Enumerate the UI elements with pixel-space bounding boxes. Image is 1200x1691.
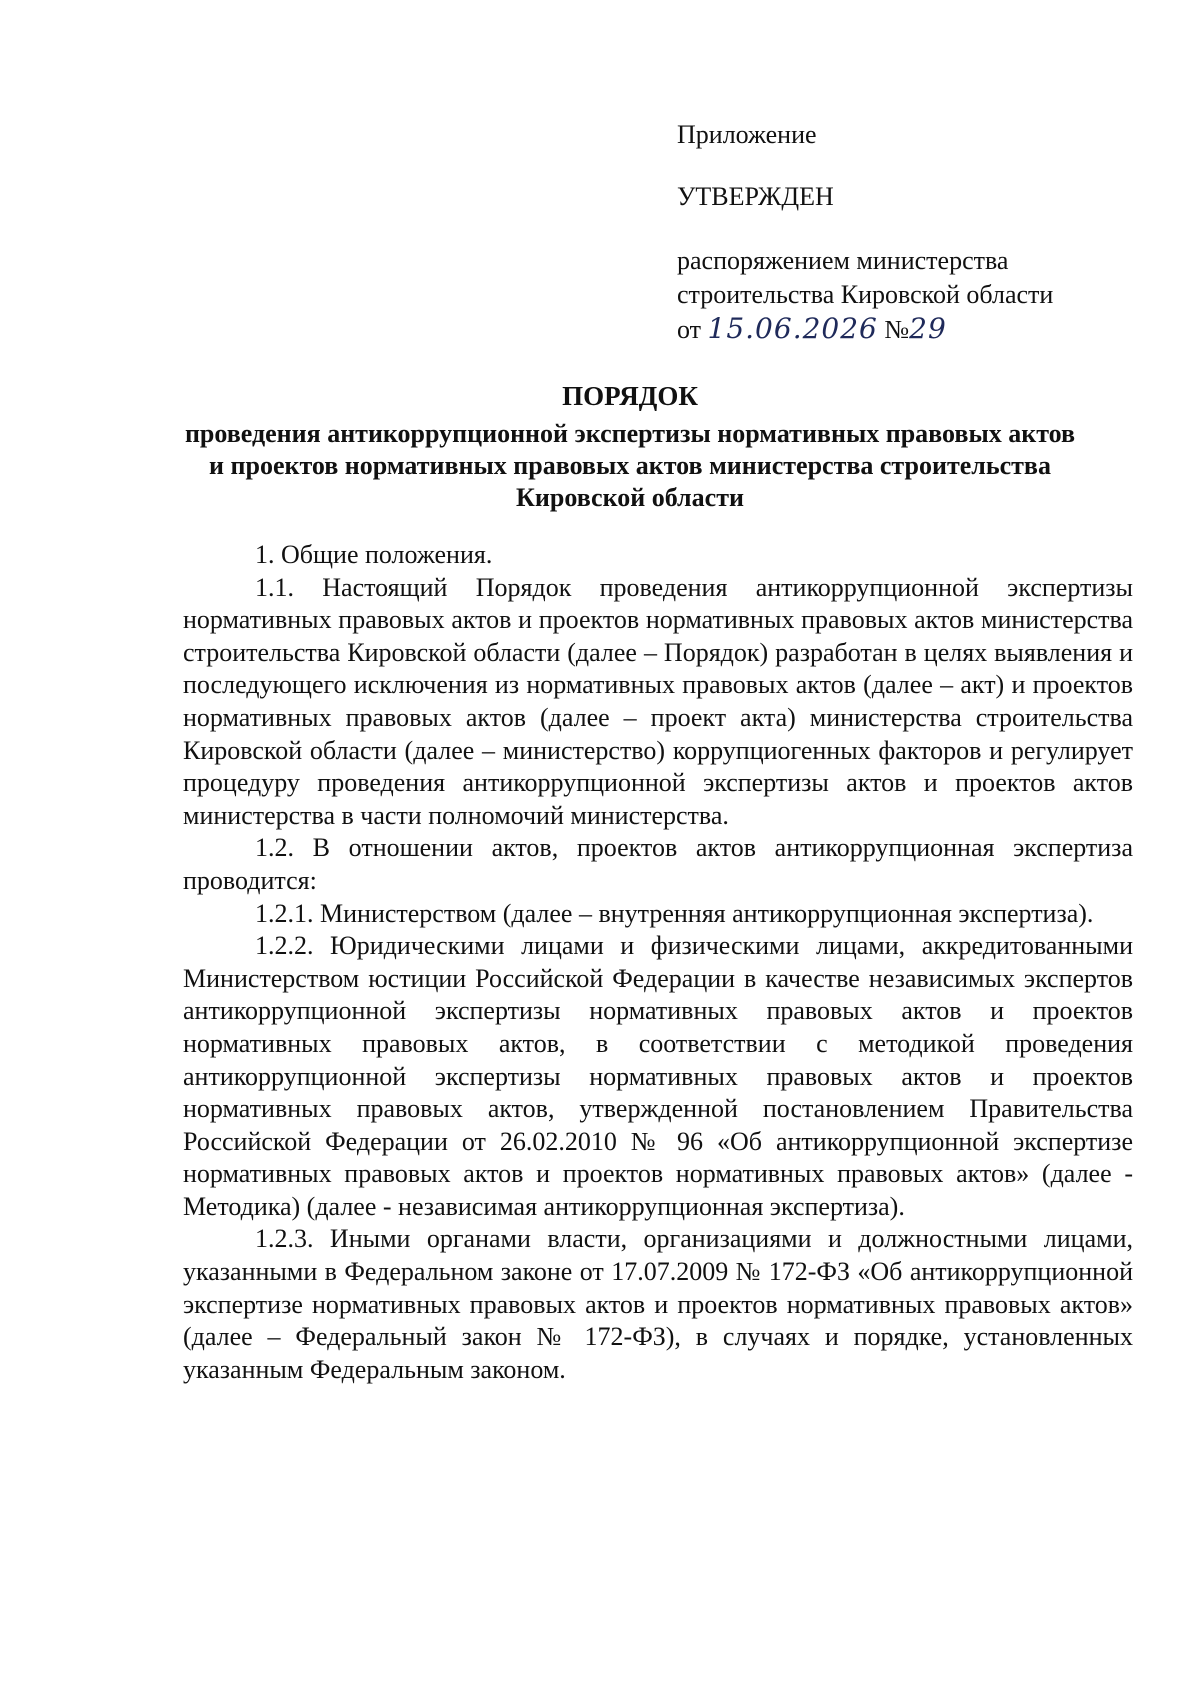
number-prefix: № <box>884 315 910 344</box>
approved-by-line-1: распоряжением министерства <box>677 246 1009 275</box>
document-title <box>180 380 1080 514</box>
paragraph-1-2-1: 1.2.1. Министерством (далее – внутренняя антикоррупционная экспертиза). <box>255 898 1094 928</box>
paragraph-1-1: 1.1. Настоящий Порядок проведения антикоррупционной экспертизы нормативных правовых актов и проектов нормативных правовых актов министерства строительства Кировской области (далее – Порядок) разработан в целях выявления и последующего исключения из нормативных правовых актов (далее – акт) и проектов нормативных правовых актов (далее – проект акта) министерства строительства Кировской области (далее – министерство) коррупциогенных факторов и регулирует процедуру проведения антикоррупционной экспертизы актов и проектов актов министерства в части полномочий министерства. <box>183 572 1133 830</box>
section-heading: 1. Общие положения. <box>255 540 493 569</box>
paragraph-1-2: 1.2. В отношении актов, проектов актов антикоррупционная экспертиза проводится: <box>183 833 1133 895</box>
approval-date-line <box>677 312 1107 347</box>
handwritten-date: 15.06.2026 <box>707 312 878 345</box>
date-prefix: от <box>677 315 702 344</box>
approval-block <box>677 118 1107 347</box>
paragraph-1-2-2: 1.2.2. Юридическими лицами и физическими лицами, аккредитованными Министерством юстиции Российской Федерации в качестве независимых экспертов антикоррупционной экспертизы нормативных правовых актов и проектов нормативных правовых актов, в соответствии с методикой проведения антикоррупционной экспертизы нормативных правовых актов и проектов нормативных правовых актов, утвержденной постановлением Правительства Российской Федерации от 26.02.2010 № 96 «Об антикоррупционной экспертизе нормативных правовых актов и проектов нормативных правовых актов» (далее - Методика) (далее - независимая антикоррупционная экспертиза). <box>183 931 1133 1221</box>
title-subtitle: проведения антикоррупционной экспертизы нормативных правовых актов и проектов нормативных правовых актов министерства строительства Кировской области <box>184 419 1076 512</box>
title-main: ПОРЯДОК <box>562 381 698 411</box>
approved-by-line-2: строительства Кировской области <box>677 280 1054 309</box>
paragraph-1-2-3: 1.2.3. Иными органами власти, организациями и должностными лицами, указанными в Федеральном законе от 17.07.2009 № 172-ФЗ «Об антикоррупционной экспертизе нормативных правовых актов и проектов нормативных правовых актов» (далее – Федеральный закон № 172-ФЗ), в случаях и порядке, установленных указанным Федеральным законом. <box>183 1224 1133 1384</box>
document-body <box>183 539 1133 1386</box>
appendix-label: Приложение <box>677 120 817 149</box>
approved-label: УТВЕРЖДЕН <box>677 182 834 211</box>
handwritten-number: 29 <box>909 312 947 345</box>
